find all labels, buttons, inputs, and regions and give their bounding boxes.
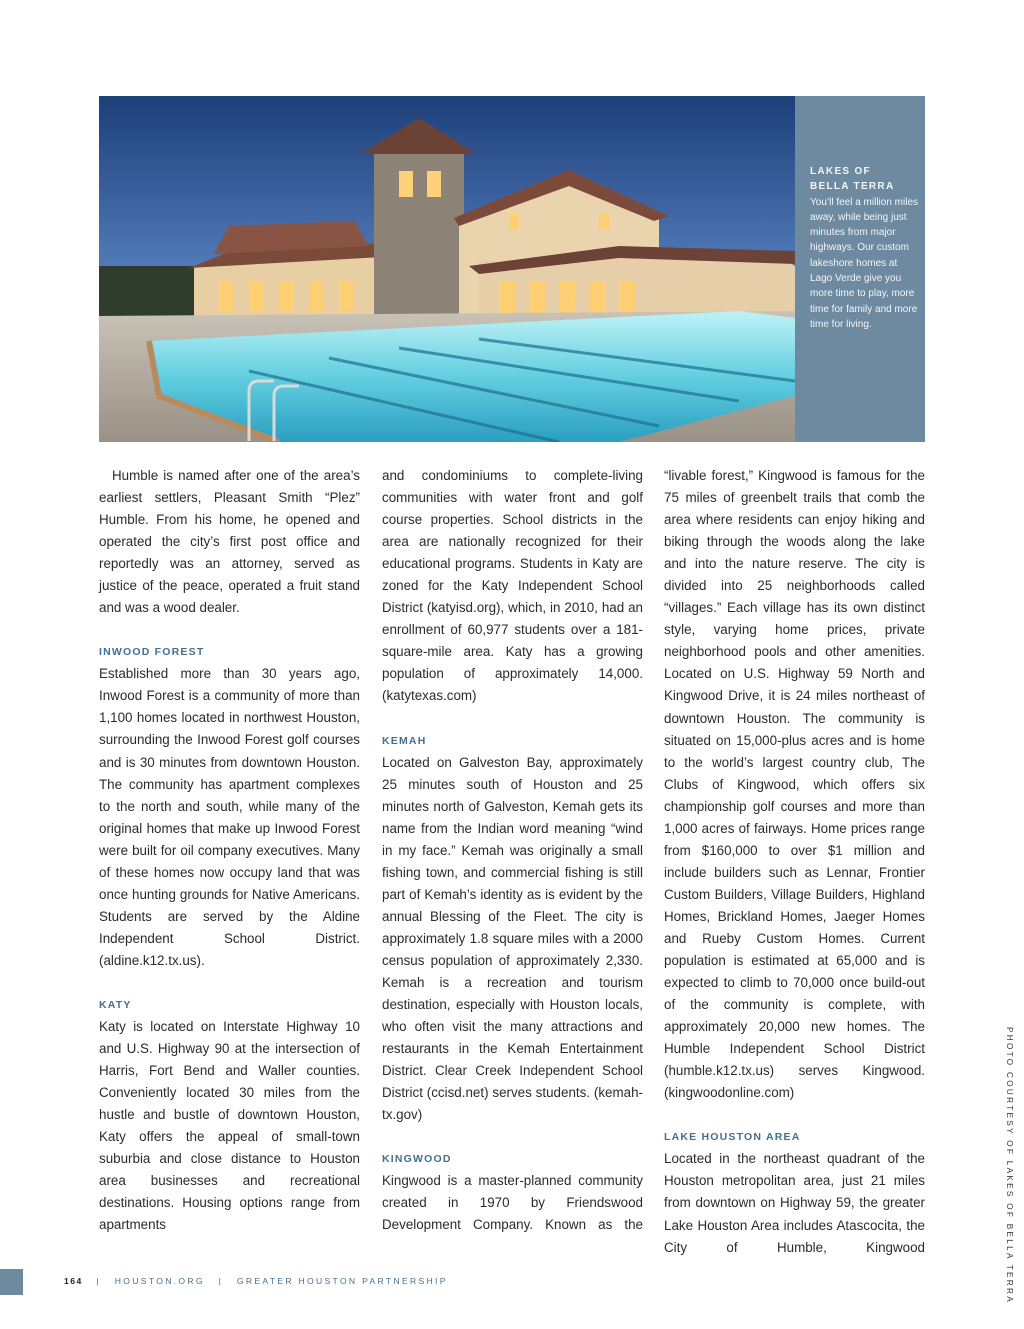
column-2 (382, 465, 643, 1236)
lake-houston-heading: LAKE HOUSTON AREA (664, 1131, 801, 1144)
caption-title-line1: LAKES OF (810, 166, 871, 177)
caption-title-line2: BELLA TERRA (810, 181, 895, 193)
humble-intro-paragraph: Humble is named after one of the area’s earliest settlers, Pleasant Smith “Plez” Humble. From his home, he opened and operated the city’s first post office and reportedly was an attorney, served as justice of the peace, operated a fruit stand and was a wood dealer. (99, 468, 360, 616)
kingwood-continued-paragraph: “livable forest,” Kingwood is famous for the 75 miles of greenbelt trails that comb the area where residents can enjoy hiking and biking through the woods along the lake and into the nature reserve. The city is divided into 25 neighborhoods called “villages.” Each village has its own distinct style, varying home prices, private neighborhood pools and other amenities. Located on U.S. Highway 59 North and Kingwood Drive, it is 24 miles northeast of downtown Houston. The community is situated on 15,000-plus acres and is home to the world’s largest country club, The Clubs of Kingwood, which offers six championship golf courses and more than 1,000 acres of fairways. Home prices range from $160,000 to over $1 million and include builders such as Lennar, Frontier Custom Builders, Village Builders, Highland Homes, Brickland Homes, Jaeger Homes and Rueby Custom Homes. Current population is estimated at 65,000 and is expected to climb to 70,000 once build-out of the community is complete, with approximately 20,000 new homes. The Humble Independent School District (humble.k12.tx.us) serves Kingwood. (kingwoodonline.com) (664, 468, 925, 1101)
column-3 (664, 465, 925, 1259)
kemah-heading: KEMAH (382, 734, 427, 747)
lake-houston-paragraph: Located in the northeast quadrant of the Houston metropolitan area, just 21 miles from downtown on Highway 59, the greater Lake Houston Area includes Atascocita, the City of Humble, Kingwood (664, 1151, 925, 1255)
resort-pool-photo (99, 96, 795, 442)
footer-separator-1: | (96, 1276, 102, 1286)
footer-org: GREATER HOUSTON PARTNERSHIP (236, 1276, 448, 1286)
katy-heading: KATY (99, 998, 132, 1011)
photo-caption (810, 164, 920, 332)
inwood-forest-heading: INWOOD FOREST (99, 646, 205, 659)
kemah-paragraph: Located on Galveston Bay, approximately 25 minutes south of Houston and 25 minutes north of Galveston, Kemah gets its name from the Indian word meaning “wind in my face.” Kemah was originally a small fishing town, and commercial fishing is still part of Kemah’s identity as is evident by the annual Blessing of the Fleet. The city is approximately 1.8 square miles with a 2000 census population of approximately 2,330. Kemah is a recreation and tourism destination, especially with Houston locals, who often visit the many attractions and restaurants in the Kemah Entertainment District. Clear Creek Independent School District (ccisd.net) serves students. (kemah-tx.gov) (382, 754, 643, 1123)
kingwood-heading: KINGWOOD (382, 1153, 452, 1166)
kingwood-paragraph: Kingwood is a master-planned community created in 1970 by Friendswood Development Company. Known as the (382, 1173, 643, 1233)
inwood-forest-paragraph: Established more than 30 years ago, Inwood Forest is a community of more than 1,100 homes located in northwest Houston, surrounding the Inwood Forest golf courses and is 30 minutes from downtown Houston. The community has apartment complexes to the north and south, while many of the original homes that make up Inwood Forest were built for oil company executives. Many of these homes now occupy land that was once hunting grounds for Native Americans. Students are served by the Aldine Independent School District. (aldine.k12.tx.us). (99, 666, 360, 968)
page-footer (64, 1276, 448, 1286)
footer-color-tab (0, 1269, 23, 1295)
footer-site: HOUSTON.ORG (114, 1276, 205, 1286)
photo-credit: PHOTO COURTESY OF LAKES OF BELLA TERRA (1005, 1027, 1014, 1304)
footer-separator-2: | (218, 1276, 224, 1286)
page-number: 164 (64, 1276, 83, 1286)
katy-continued-paragraph: and condominiums to complete-living communities with water front and golf course properties. School districts in the area are nationally recognized for their educational programs. Students in Katy are zoned for the Katy Independent School District (katyisd.org), which, in 2010, had an enrollment of 60,977 students over a 181-square-mile area. Katy has a growing population of approximately 14,000. (katytexas.com) (382, 468, 643, 704)
katy-paragraph: Katy is located on Interstate Highway 10 and U.S. Highway 90 at the intersection of Harris, Fort Bend and Waller counties. Conveniently located 30 miles from the hustle and bustle of downtown Houston, Katy offers the appeal of small-town suburbia and close distance to Houston area businesses and recreational destinations. Housing options range from apartments (99, 1018, 360, 1233)
caption-text: You’ll feel a million miles away, while being just minutes from major highways. Our custom lakeshore homes at Lago Verde give you more time to play, more time for family and more time for living. (810, 196, 919, 330)
column-1 (99, 465, 360, 1236)
